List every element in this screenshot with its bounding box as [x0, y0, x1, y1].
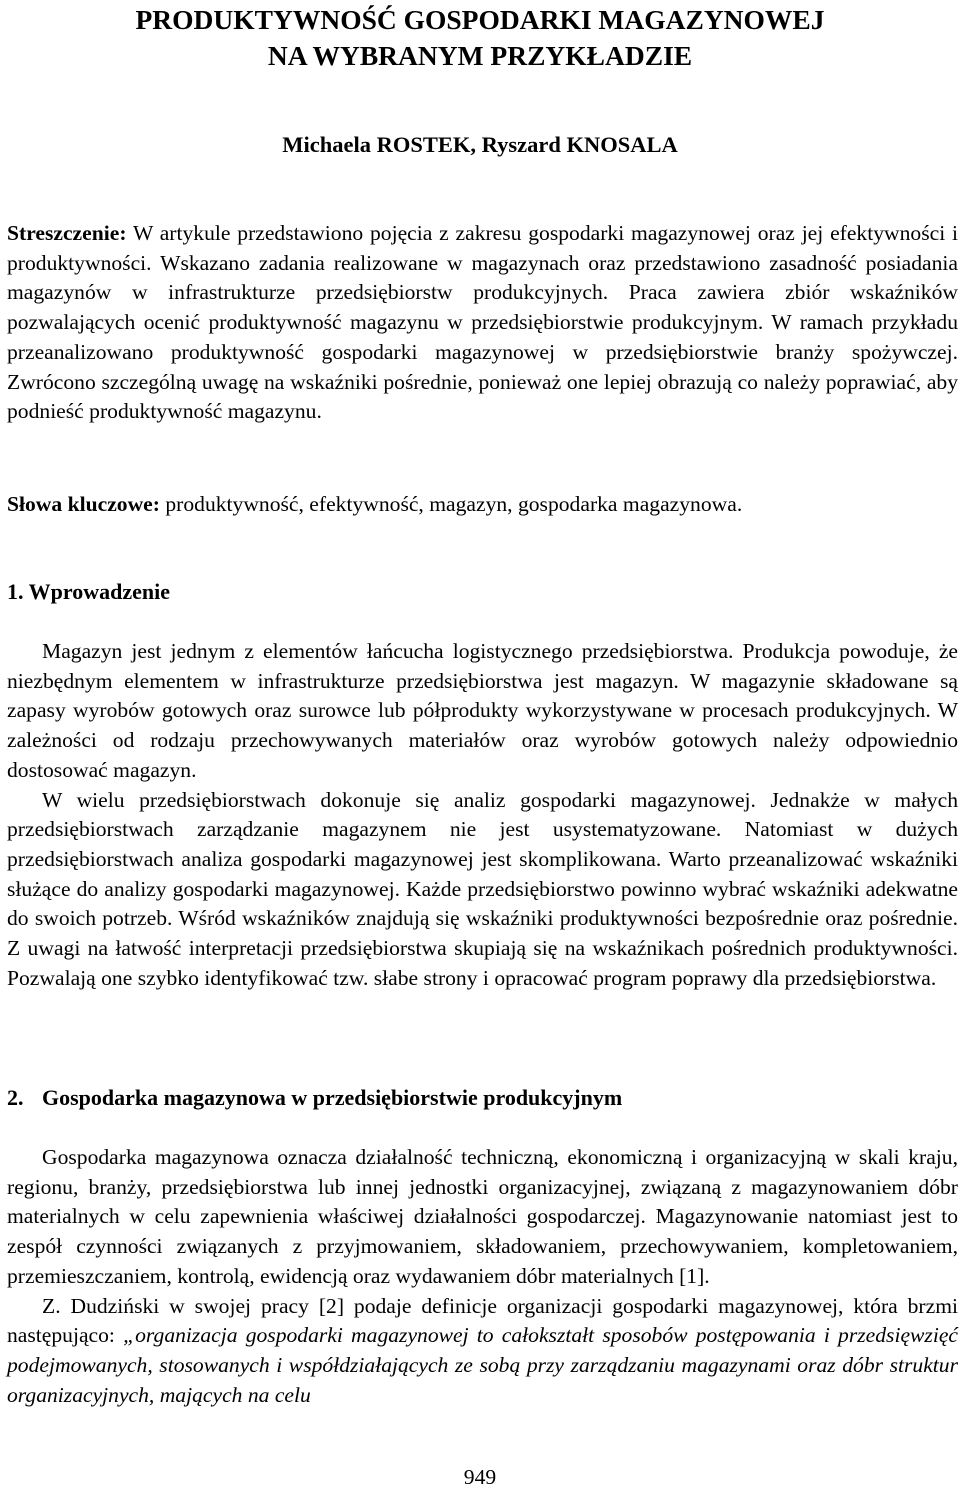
- paragraph-plain-text: Z. Dudziński w swojej pracy [2] podaje definicje organizacji gospodarki magazynowej, która brzmi następująco:: [7, 1293, 958, 1348]
- abstract-text: W artykule przedstawiono pojęcia z zakresu gospodarki magazynowej oraz jej efektywności i produktywności. Wskazano zadania realizowane w magazynach oraz przedstawiono zasadność posiadania magazynów w infrastrukturze przedsiębiorstw produkcyjnych. Praca zawiera zbiór wskaźników pozwalających ocenić produktywność magazynu w przedsiębiorstwie produkcyjnym. W ramach przykładu przeanalizowano produktywność gospodarki magazynowej w przedsiębiorstwie branży spożywczej. Zwrócono szczególną uwagę na wskaźniki pośrednie, ponieważ one lepiej obrazują co należy poprawiać, aby podnieść produktywność magazynu.: [7, 221, 958, 424]
- section-1-heading: 1. Wprowadzenie: [7, 579, 170, 604]
- title-line-2: NA WYBRANYM PRZYKŁADZIE: [267, 40, 693, 71]
- abstract: [7, 219, 958, 427]
- section-2-number: 2.: [7, 1085, 24, 1110]
- section-2-paragraph: [7, 1292, 958, 1411]
- quoted-definition: „organizacja gospodarki magazynowej to całokształt sposobów postępowania i przedsięwzięć podejmowanych, stosowanych i współdziałających ze sobą przy zarządzaniu magazynami oraz dóbr struktur organizacyjnych, mających na celu: [7, 1323, 959, 1407]
- keywords-text: produktywność, efektywność, magazyn, gospodarka magazynowa.: [165, 492, 743, 516]
- section-2-paragraph: Gospodarka magazynowa oznacza działalność techniczną, ekonomiczną i organizacyjną w skali kraju, regionu, branży, przedsiębiorstwa lub innej jednostki organizacyjnej, związaną z magazynowaniem dóbr materialnych w celu zapewnienia właściwej działalności gospodarczej. Magazynowanie natomiast jest to zespół czynności związanych z przyjmowaniem, składowaniem, przechowywaniem, kompletowaniem, przemieszczaniem, kontrolą, ewidencją oraz wydawaniem dóbr materialnych [1].: [7, 1145, 958, 1288]
- paper-title: [0, 2, 960, 74]
- section-2-title: Gospodarka magazynowa w przedsiębiorstwie produkcyjnym: [42, 1085, 623, 1110]
- keywords-label: Słowa kluczowe:: [7, 492, 160, 516]
- abstract-label: Streszczenie:: [7, 221, 127, 245]
- page-number: 949: [463, 1465, 497, 1489]
- section-1-paragraph: W wielu przedsiębiorstwach dokonuje się analiz gospodarki magazynowej. Jednakże w małych przedsiębiorstwach zarządzanie magazynem nie jest usystematyzowane. Natomiast w dużych przedsiębiorstwach analiza gospodarki magazynowej jest skomplikowana. Warto przeanalizować wskaźniki służące do analizy gospodarki magazynowej. Każde przedsiębiorstwo powinno wybrać wskaźniki adekwatne do swoich potrzeb. Wśród wskaźników znajdują się wskaźniki produktywności bezpośrednie oraz pośrednie. Z uwagi na łatwość interpretacji przedsiębiorstwa skupiają się na wskaźnikach pośrednich produktywności. Pozwalają one szybko identyfikować tzw. słabe strony i opracować program poprawy dla przedsiębiorstwa.: [7, 787, 958, 990]
- section-1-body: [7, 637, 958, 993]
- section-2-body: [7, 1143, 958, 1410]
- section-1-paragraph: Magazyn jest jednym z elementów łańcucha logistycznego przedsiębiorstwa. Produkcja powoduje, że niezbędnym elementem w infrastrukturze przedsiębiorstwa jest magazyn. W magazynie składowane są zapasy wyrobów gotowych oraz surowce lub półprodukty wykorzystywane w procesach produkcyjnych. W zależności od rodzaju przechowywanych materiałów oraz wyrobów gotowych należy odpowiednio dostosować magazyn.: [7, 639, 958, 782]
- keywords: [7, 490, 958, 520]
- paper-authors: Michaela ROSTEK, Ryszard KNOSALA: [282, 132, 678, 157]
- section-2-heading: [7, 1083, 622, 1113]
- title-line-1: PRODUKTYWNOŚĆ GOSPODARKI MAGAZYNOWEJ: [135, 4, 825, 35]
